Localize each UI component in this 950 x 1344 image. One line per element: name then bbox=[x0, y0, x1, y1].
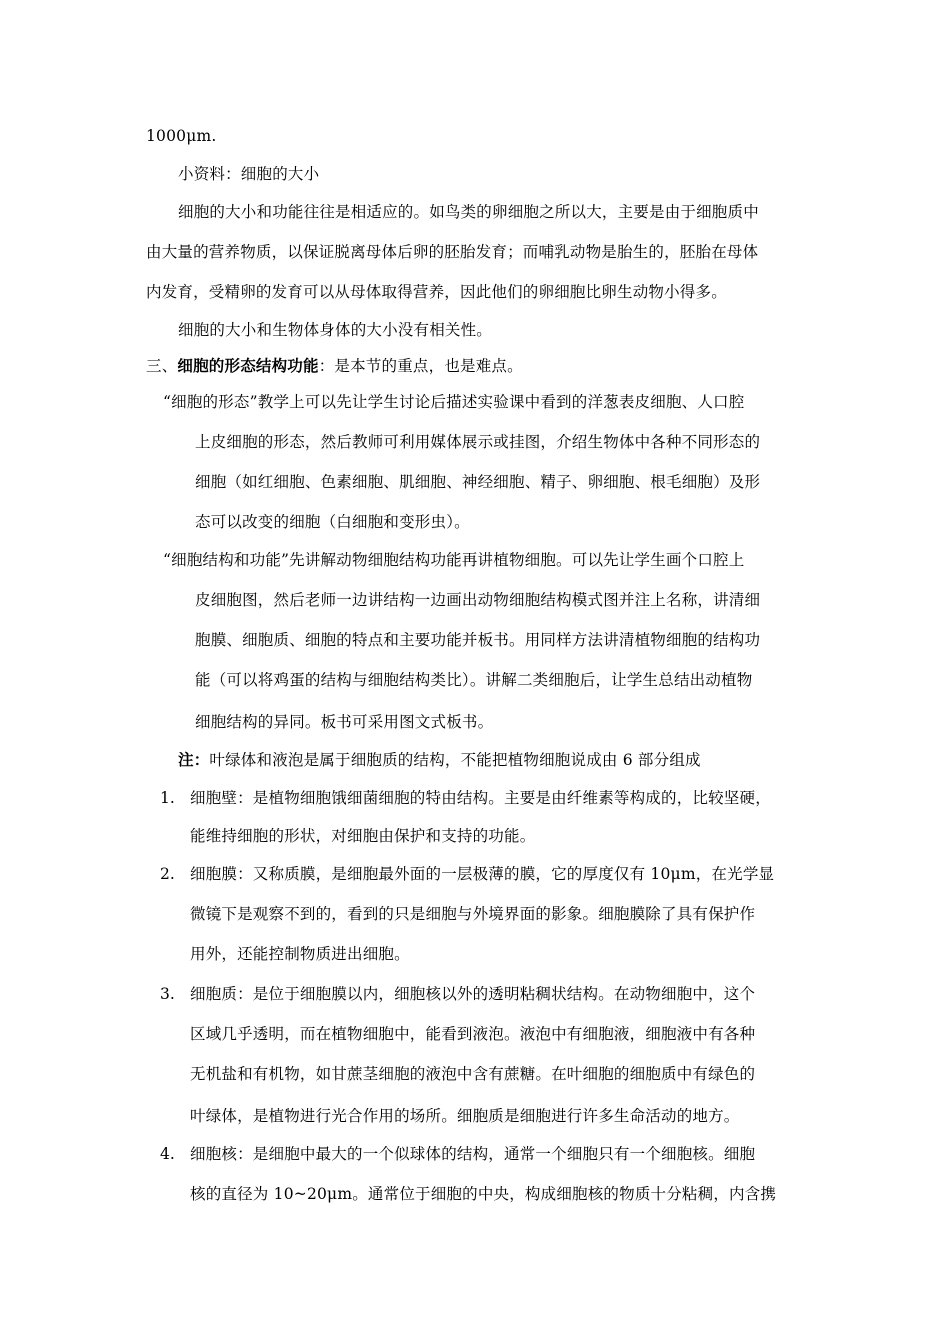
section-number: 三、 bbox=[146, 357, 178, 375]
list-item-line: 叶绿体，是植物进行光合作用的场所。细胞质是细胞进行许多生命活动的地方。 bbox=[190, 1107, 740, 1125]
list-item-line: 细胞质：是位于细胞膜以内，细胞核以外的透明粘稠状结构。在动物细胞中，这个 bbox=[190, 985, 756, 1003]
structure-line: 细胞结构的异同。板书可采用图文式板书。 bbox=[195, 713, 494, 731]
note-line bbox=[178, 750, 701, 770]
note-text: 叶绿体和液泡是属于细胞质的结构，不能把植物细胞说成由 6 部分组成 bbox=[209, 751, 701, 769]
morphology-line: “细胞的形态”教学上可以先让学生讨论后描述实验课中看到的洋葱表皮细胞、人口腔 bbox=[163, 393, 745, 411]
morphology-line: 细胞（如红细胞、色素细胞、肌细胞、神经细胞、精子、卵细胞、根毛细胞）及形 bbox=[195, 473, 761, 491]
paragraph-line: 由大量的营养物质，以保证脱离母体后卵的胚胎发育；而哺乳动物是胎生的，胚胎在母体 bbox=[146, 243, 759, 261]
list-item-number: 2. bbox=[160, 865, 175, 883]
list-item-line: 能维持细胞的形状，对细胞由保护和支持的功能。 bbox=[190, 827, 536, 845]
list-item-number: 4. bbox=[160, 1145, 175, 1163]
section-note: ：是本节的重点，也是难点。 bbox=[318, 357, 523, 375]
section-title: 细胞的形态结构功能 bbox=[177, 356, 319, 375]
structure-line: 胞膜、细胞质、细胞的特点和主要功能并板书。用同样方法讲清植物细胞的结构功 bbox=[195, 631, 761, 649]
structure-line: “细胞结构和功能”先讲解动物细胞结构功能再讲植物细胞。可以先让学生画个口腔上 bbox=[163, 551, 745, 569]
list-item-line: 核的直径为 10~20μm。通常位于细胞的中央，构成细胞核的物质十分粘稠，内含携 bbox=[190, 1185, 777, 1203]
list-item-number: 3. bbox=[160, 985, 175, 1003]
list-item-line: 用外，还能控制物质进出细胞。 bbox=[190, 945, 410, 963]
list-item-line: 细胞核：是细胞中最大的一个似球体的结构，通常一个细胞只有一个细胞核。细胞 bbox=[190, 1145, 756, 1163]
list-item-line: 细胞壁：是植物细胞饿细菌细胞的特由结构。主要是由纤维素等构成的，比较坚硬， bbox=[190, 789, 771, 807]
text-line-unit: 1000μm. bbox=[146, 127, 217, 145]
morphology-line: 上皮细胞的形态，然后教师可利用媒体展示或挂图，介绍生物体中各种不同形态的 bbox=[195, 433, 761, 451]
subheading-size-info: 小资料：细胞的大小 bbox=[178, 165, 320, 183]
list-item-line: 微镜下是观察不到的，看到的只是细胞与外境界面的影象。细胞膜除了具有保护作 bbox=[190, 905, 756, 923]
note-label: 注： bbox=[178, 750, 210, 769]
paragraph-line: 内发育，受精卵的发育可以从母体取得营养，因此他们的卵细胞比卵生动物小得多。 bbox=[146, 283, 727, 301]
list-item-number: 1. bbox=[160, 789, 175, 807]
paragraph-line: 细胞的大小和功能往往是相适应的。如鸟类的卵细胞之所以大，主要是由于细胞质中 bbox=[178, 203, 759, 221]
structure-line: 皮细胞图，然后老师一边讲结构一边画出动物细胞结构模式图并注上名称，讲清细 bbox=[195, 591, 761, 609]
section-heading bbox=[146, 356, 523, 376]
list-item-line: 无机盐和有机物，如甘蔗茎细胞的液泡中含有蔗糖。在叶细胞的细胞质中有绿色的 bbox=[190, 1065, 756, 1083]
morphology-line: 态可以改变的细胞（白细胞和变形虫）。 bbox=[195, 513, 470, 531]
paragraph-line: 细胞的大小和生物体身体的大小没有相关性。 bbox=[178, 321, 493, 339]
structure-line: 能（可以将鸡蛋的结构与细胞结构类比）。讲解二类细胞后，让学生总结出动植物 bbox=[195, 671, 753, 689]
list-item-line: 细胞膜：又称质膜，是细胞最外面的一层极薄的膜，它的厚度仅有 10μm，在光学显 bbox=[190, 865, 775, 883]
list-item-line: 区域几乎透明，而在植物细胞中，能看到液泡。液泡中有细胞液，细胞液中有各种 bbox=[190, 1025, 756, 1043]
